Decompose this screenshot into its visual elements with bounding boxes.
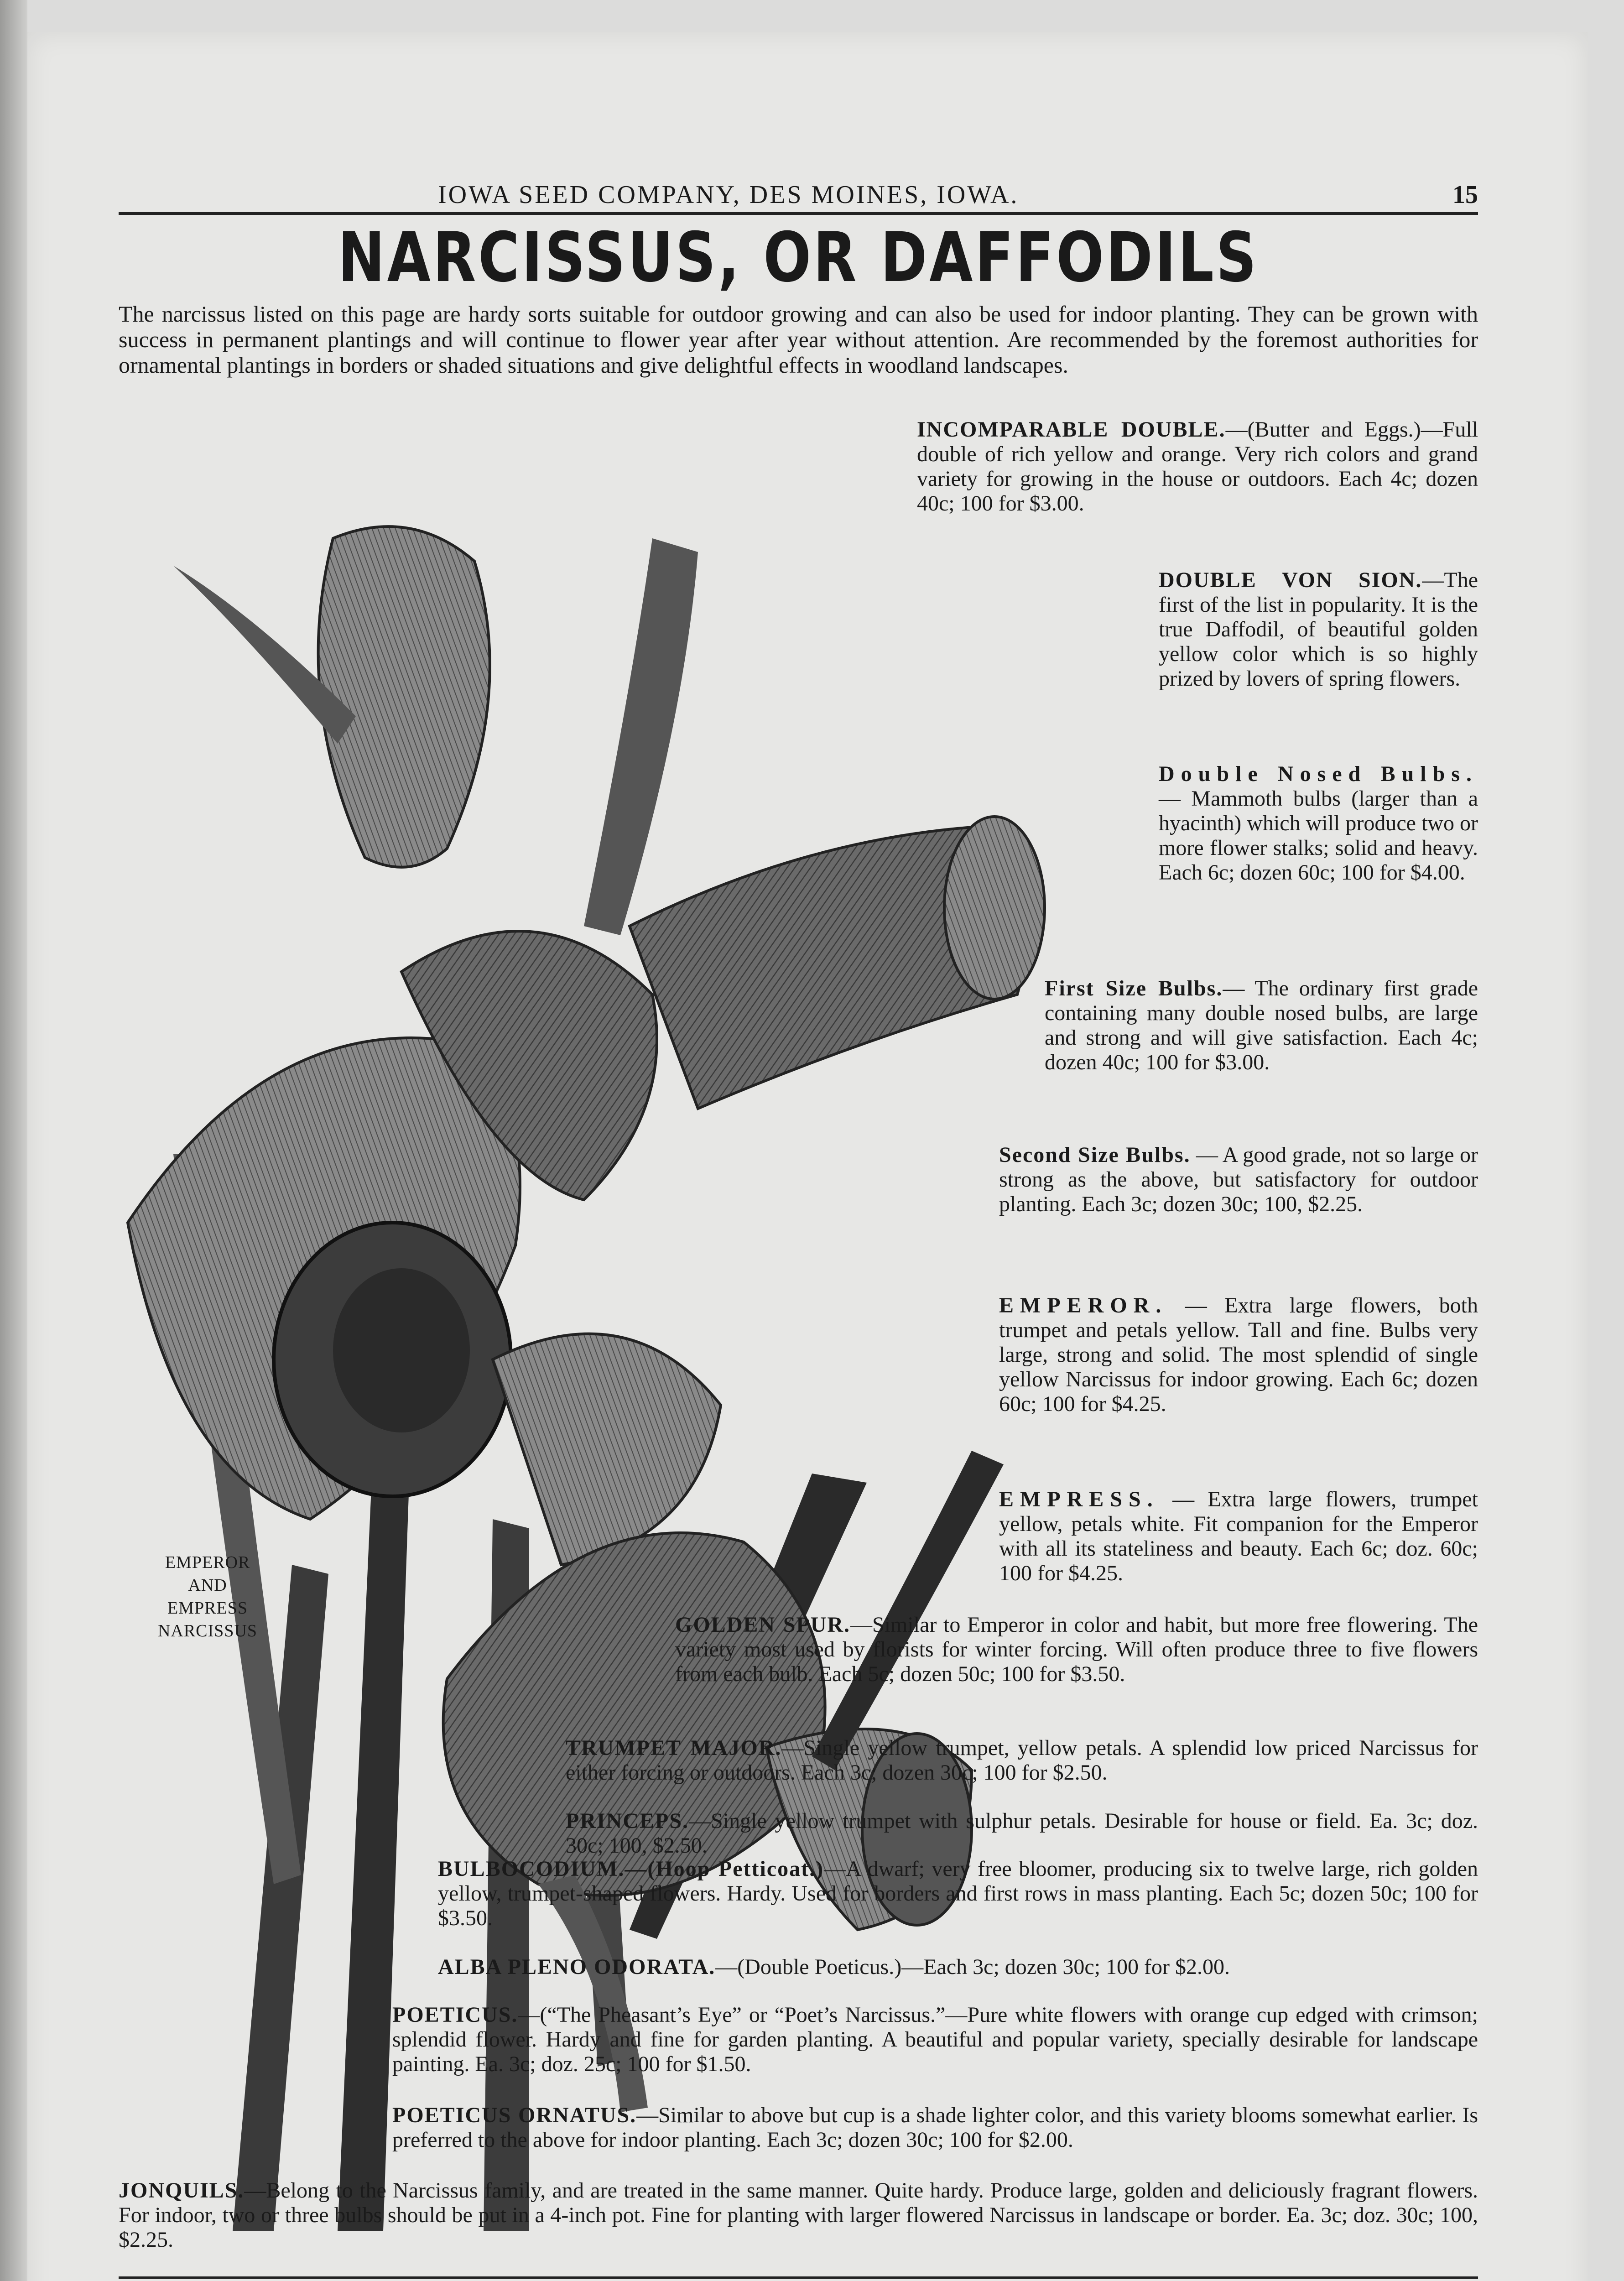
entry-name: JONQUILS. <box>119 2178 245 2203</box>
entry-name: First Size Bulbs. <box>1045 976 1223 1000</box>
entry-text: —Belong to the Narcissus family, and are treated in the same manner. Quite hardy. Produce large, golden and deliciously fragrant flowers. For indoor, two or three bulbs should be put in a 4-inch pot. Fine for planting with larger flowered Narcissus in landscape or border. Ea. 3c; doz. 30c; 100, $2.25. <box>119 2178 1478 2252</box>
entry-bulbocodium <box>438 1857 1478 1931</box>
entry-poeticus <box>392 2003 1478 2077</box>
caption-line: EMPRESS <box>167 1599 248 1618</box>
entry-second-size-bulbs <box>999 1143 1478 1217</box>
entry-name: POETICUS. <box>392 2003 518 2027</box>
entry-emperor <box>999 1293 1478 1417</box>
entry-name: INCOMPARABLE DOUBLE. <box>917 417 1226 442</box>
entry-text: —The first of the list in popularity. It is the true Daffodil, of beautiful golden yellow color which is so highly prized by lovers of spring flowers. <box>1159 568 1478 691</box>
entry-alba-pleno-odorata <box>438 1955 1478 1979</box>
page-title: NARCISSUS, OR DAFFODILS <box>338 218 1259 297</box>
intro-paragraph: The narcissus listed on this page are hardy sorts suitable for outdoor growing and can also be used for indoor planting. They can be grown with success in permanent plantings and will continue to flower year after year without attention. Are recommended by the foremost authorities for ornamental plantings in borders or shaded situations and give delightful effects in woodland landscapes. <box>119 301 1478 378</box>
running-head-title: IOWA SEED COMPANY, DES MOINES, IOWA. <box>438 181 1019 209</box>
caption-line: NARCISSUS <box>157 1621 258 1640</box>
entry-text: —Single yellow trumpet, yellow petals. A splendid low priced Narcissus for either forcing or outdoors. Each 3c; dozen 30c; 100 for $2.50. <box>566 1736 1478 1785</box>
entry-empress <box>999 1487 1478 1586</box>
entry-first-size-bulbs <box>1045 976 1478 1075</box>
entry-text: —(Double Poeticus.)—Each 3c; dozen 30c; 100 for $2.00. <box>715 1955 1230 1979</box>
running-head <box>119 180 1478 215</box>
entry-name: EMPRESS. <box>999 1487 1159 1511</box>
caption-line: EMPEROR <box>165 1553 250 1572</box>
entry-text: —Single yellow trumpet with sulphur petals. Desirable for house or field. Ea. 3c; doz. 30c; 100, $2.50. <box>566 1809 1478 1858</box>
entry-name: TRUMPET MAJOR. <box>566 1736 782 1760</box>
entry-name: PRINCEPS. <box>566 1809 689 1833</box>
entry-incomparable-double <box>917 417 1478 516</box>
entry-text: —(“The Pheasant’s Eye” or “Poet’s Narcissus.”—Pure white flowers with orange cup edged with crimson; splendid flower. Hardy and fine for garden planting. A beautiful and popular variety, specially desirable for landscape painting. Ea. 3c; doz. 25c; 100 for $1.50. <box>392 2003 1478 2076</box>
entry-text: —(Butter and Eggs.)—Full double of rich yellow and orange. Very rich colors and grand variety for growing in the house or outdoors. Each 4c; dozen 40c; 100 for $3.00. <box>917 417 1478 516</box>
entry-poeticus-ornatus <box>392 2103 1478 2152</box>
entry-name: Second Size Bulbs. <box>999 1143 1191 1167</box>
entry-name: EMPEROR. <box>999 1293 1168 1318</box>
entry-name: ALBA PLENO ODORATA. <box>438 1955 716 1979</box>
entry-text: — Extra large flowers, trumpet yellow, petals white. Fit companion for the Emperor with all its stateliness and beauty. Each 6c; doz. 60c; 100 for $4.25. <box>999 1487 1478 1585</box>
entry-double-von-sion <box>1159 568 1478 691</box>
entry-name: Double Nosed Bulbs. <box>1159 762 1478 786</box>
book-spine-shadow <box>0 0 27 2281</box>
entry-name: BULBOCODIUM.—(Hoop Petticoat.) <box>438 1857 824 1881</box>
entry-text: — The ordinary first grade containing many double nosed bulbs, are large and strong and will give satisfaction. Each 4c; dozen 40c; 100 for $3.00. <box>1045 976 1478 1074</box>
entry-text: —A dwarf; very free bloomer, producing six to twelve large, rich golden yellow, trumpet-shaped flowers. Hardy. Used for borders and first rows in mass planting. Each 5c; dozen 50c; 100 for $3.50. <box>438 1857 1478 1930</box>
caption-line: AND <box>188 1576 227 1595</box>
entry-trumpet-major <box>566 1736 1478 1785</box>
entry-name: GOLDEN SPUR. <box>675 1613 851 1637</box>
entry-jonquils <box>119 2178 1478 2252</box>
entry-name: POETICUS ORNATUS. <box>392 2103 637 2127</box>
entry-text: — Mammoth bulbs (larger than a hyacinth) which will produce two or more flower stalks; solid and heavy. Each 6c; dozen 60c; 100 for $4.00. <box>1159 786 1478 885</box>
entry-double-nosed-bulbs <box>1159 762 1478 885</box>
entry-text: —Similar to Emperor in color and habit, but more free flowering. The variety most used by florists for winter forcing. Will often produce three to five flowers from each bulb. Each 5c; dozen 50c; 100 for $3.50. <box>675 1613 1478 1686</box>
entry-name: DOUBLE VON SION. <box>1159 568 1422 592</box>
entry-text: — Extra large flowers, both trumpet and petals yellow. Tall and fine. Bulbs very large, strong and solid. The most splendid of single yellow Narcissus for indoor growing. Each 6c; dozen 60c; 100 for $4.25. <box>999 1293 1478 1416</box>
entry-golden-spur <box>675 1613 1478 1687</box>
entry-princeps <box>566 1809 1478 1858</box>
illustration-caption <box>123 1551 292 1642</box>
entry-text: —Similar to above but cup is a shade lighter color, and this variety blooms somewhat earlier. Is preferred to the above for indoor planting. Each 3c; dozen 30c; 100 for $2.00. <box>392 2103 1478 2152</box>
entry-text: — A good grade, not so large or strong as the above, but satisfactory for outdoor planting. Each 3c; dozen 30c; 100, $2.25. <box>999 1143 1478 1216</box>
footer-rule <box>119 2276 1478 2279</box>
page-number: 15 <box>1452 181 1478 209</box>
